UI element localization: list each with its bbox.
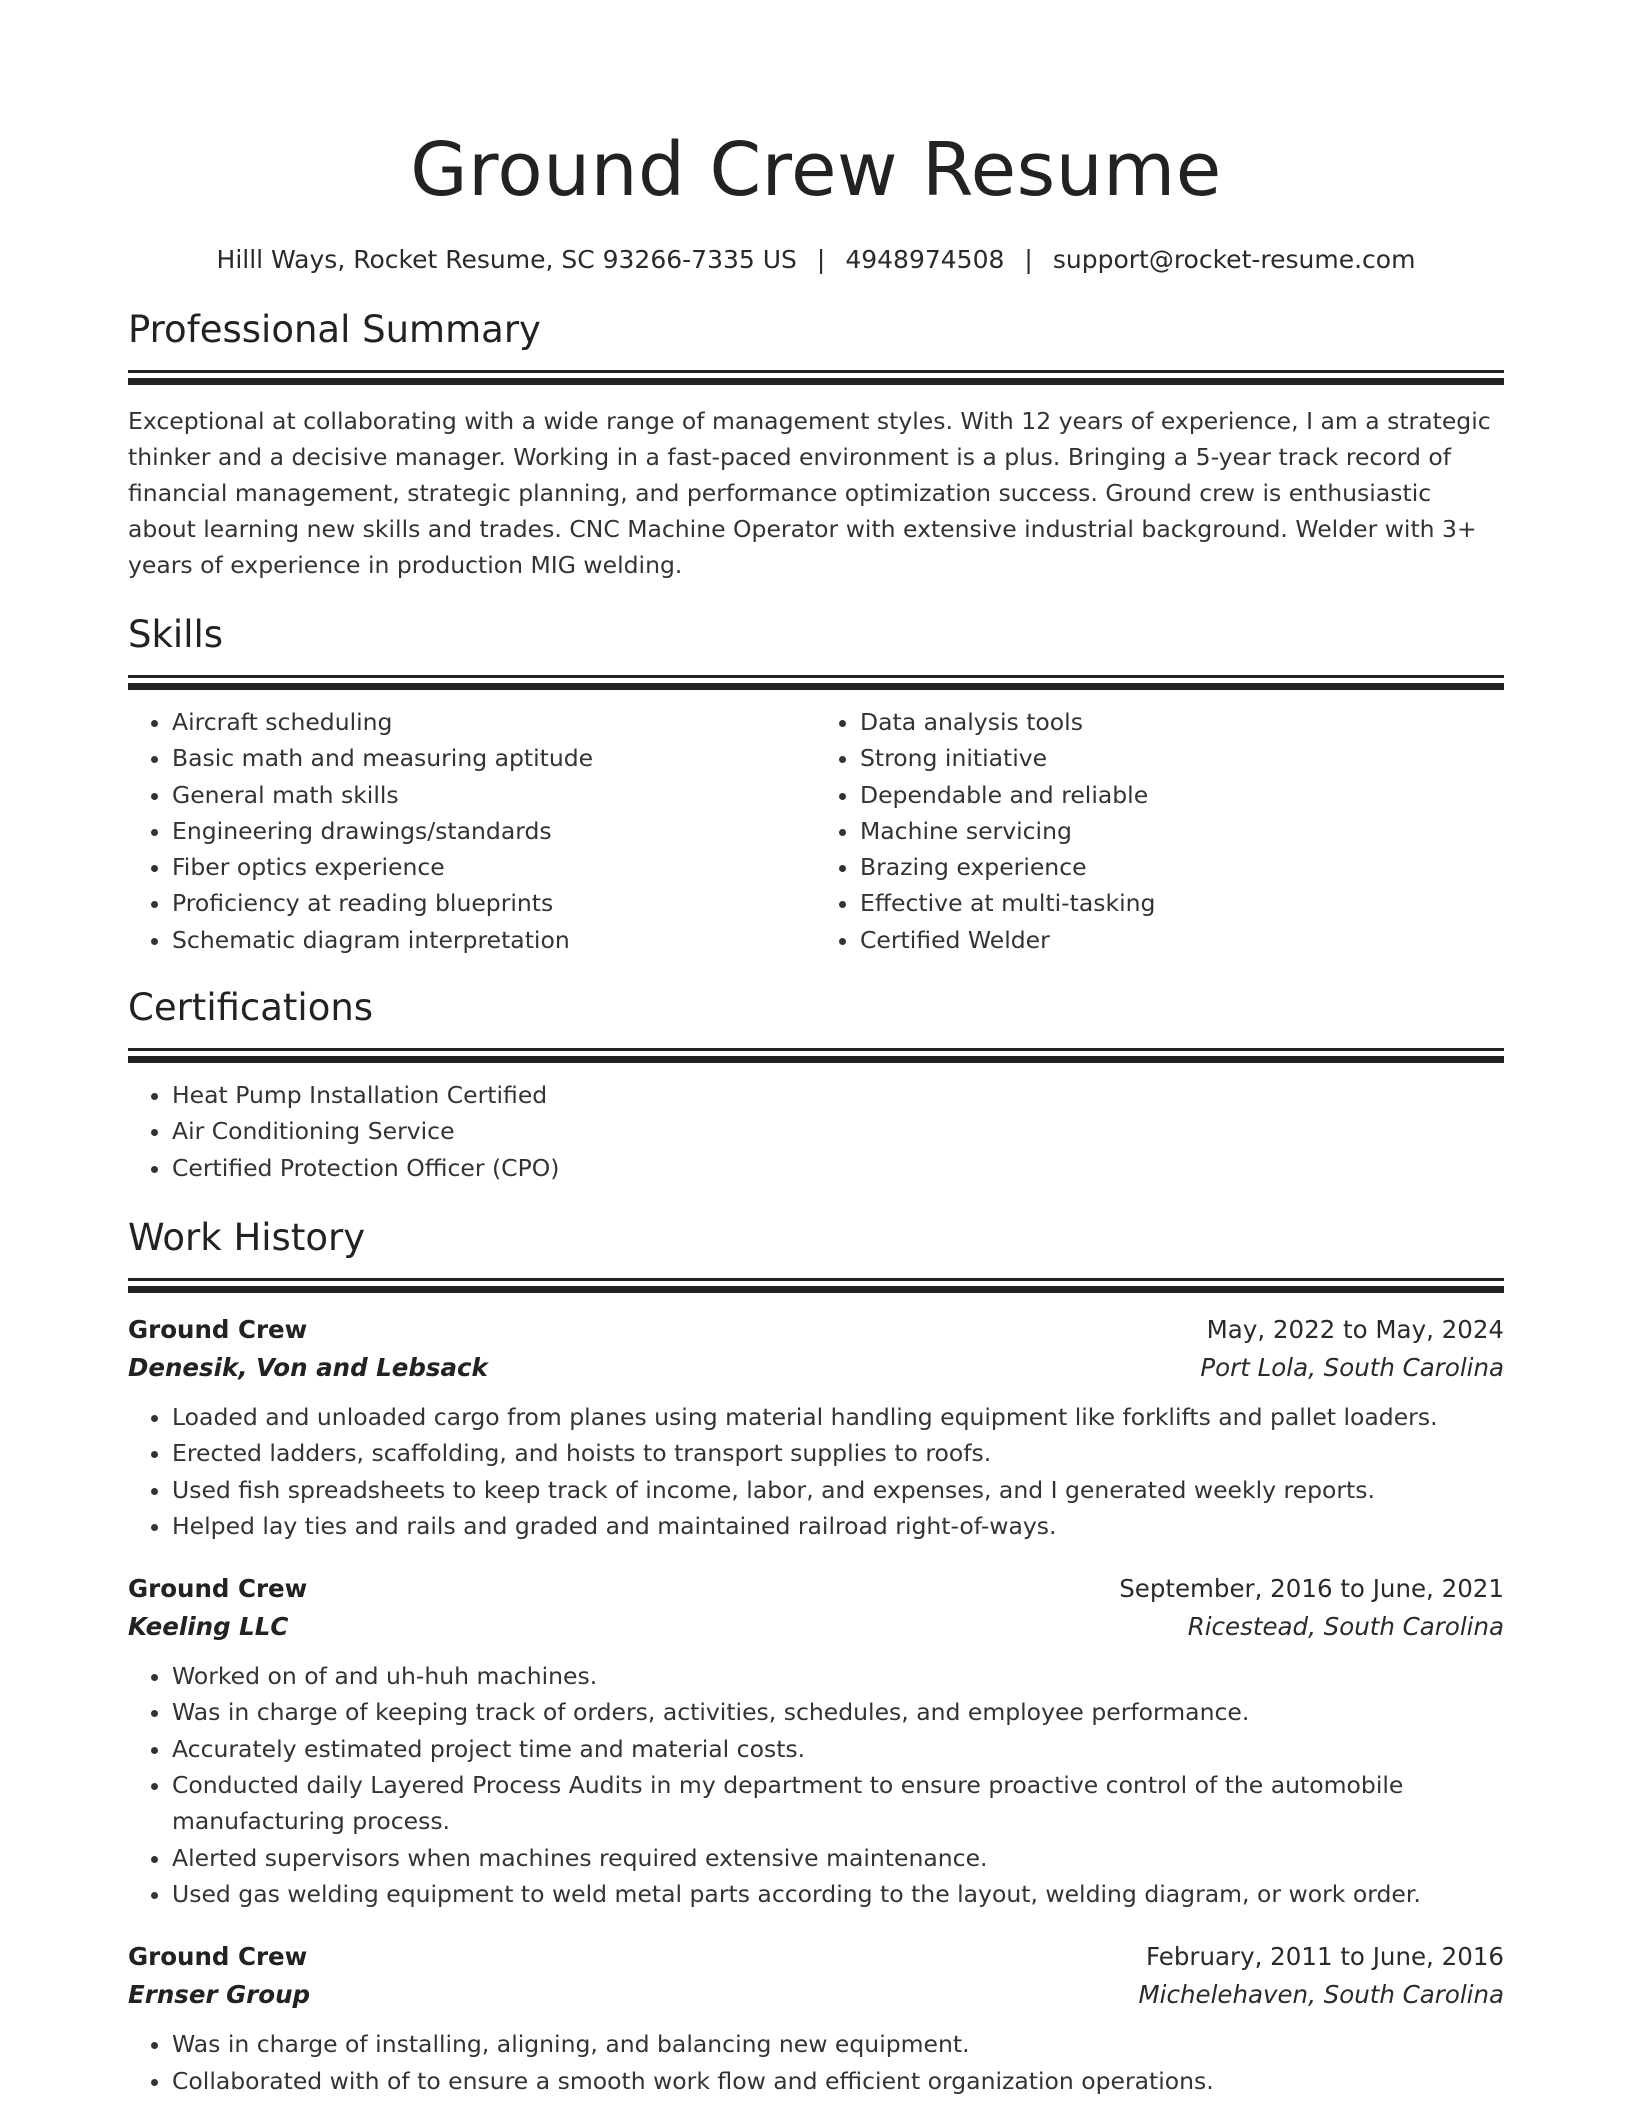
job-duty: • Collaborated with of to ensure a smooth work flow and efficient organization operations. <box>172 2063 1504 2099</box>
job-duty: • Erected ladders, scaffolding, and hoists to transport supplies to roofs. <box>172 1435 1504 1471</box>
page-title: Ground Crew Resume <box>410 127 1222 213</box>
skill-item: • Proficiency at reading blueprints <box>172 885 816 921</box>
job-company: Ernser Group <box>128 1980 311 2010</box>
job-entry <box>128 1570 1504 1912</box>
resume-page <box>128 0 1504 2099</box>
contact-separator: | <box>816 245 826 274</box>
certifications-heading: Certifications <box>128 986 374 1030</box>
skills-section <box>128 611 1504 958</box>
certifications-list <box>128 1077 1504 1186</box>
summary-section <box>128 306 1504 583</box>
job-duty: • Used fish spreadsheets to keep track of income, labor, and expenses, and I generated weekly reports. <box>172 1472 1504 1508</box>
contact-phone: 4948974508 <box>845 245 1005 274</box>
certifications-section <box>128 984 1504 1186</box>
job-location: Port Lola, South Carolina <box>1200 1352 1504 1382</box>
job-company: Denesik, Von and Lebsack <box>128 1352 488 1382</box>
job-dates: May, 2022 to May, 2024 <box>1206 1314 1504 1344</box>
job-company: Keeling LLC <box>128 1612 289 1642</box>
contact-address: Hilll Ways, Rocket Resume, SC 93266-7335 US <box>216 245 797 274</box>
section-divider <box>128 370 1504 373</box>
skill-item: • Strong initiative <box>860 740 1504 776</box>
job-duty: • Worked on of and uh-huh machines. <box>172 1658 1504 1694</box>
section-divider-thick <box>128 378 1504 385</box>
skill-item: • Schematic diagram interpretation <box>172 922 816 958</box>
job-entry <box>128 1938 1504 2099</box>
job-header <box>128 1311 1504 1349</box>
skill-item: • Basic math and measuring aptitude <box>172 740 816 776</box>
summary-text: Exceptional at collaborating with a wide range of management styles. With 12 years of experience, I am a strategic thinker and a decisive manager. Working in a fast-paced environment is a plus. Bringing a 5-year track record of financial management, strategic planning, and performance optimization success. Ground crew is enthusiastic about learning new skills and trades. CNC Machine Operator with extensive industrial background. Welder with 3+ years of experience in production MIG welding. <box>128 407 1491 579</box>
job-title: Ground Crew <box>128 1942 308 1972</box>
job-dates: September, 2016 to June, 2021 <box>1119 1574 1504 1604</box>
job-duties <box>128 1399 1504 1544</box>
job-subheader <box>128 1608 1504 1646</box>
skill-item: • General math skills <box>172 777 816 813</box>
work-history-heading: Work History <box>128 1215 366 1259</box>
job-header <box>128 1570 1504 1608</box>
job-title: Ground Crew <box>128 1314 308 1344</box>
section-divider <box>128 675 1504 678</box>
contact-line <box>128 242 1504 278</box>
certification-item: • Certified Protection Officer (CPO) <box>172 1150 1504 1186</box>
job-location: Ricestead, South Carolina <box>1187 1612 1504 1642</box>
skill-item: • Machine servicing <box>860 813 1504 849</box>
job-duty: • Helped lay ties and rails and graded and maintained railroad right-of-ways. <box>172 1508 1504 1544</box>
skill-item: • Fiber optics experience <box>172 849 816 885</box>
job-duty: • Was in charge of keeping track of orders, activities, schedules, and employee performance. <box>172 1694 1504 1730</box>
skill-item: • Aircraft scheduling <box>172 704 816 740</box>
skill-item: • Effective at multi-tasking <box>860 885 1504 921</box>
skills-heading: Skills <box>128 613 224 656</box>
job-duty: • Used gas welding equipment to weld metal parts according to the layout, welding diagram, or work order. <box>172 1876 1504 1912</box>
job-duties <box>128 2026 1504 2099</box>
skill-item: • Brazing experience <box>860 849 1504 885</box>
job-duty: • Accurately estimated project time and material costs. <box>172 1731 1504 1767</box>
skills-grid <box>128 690 1504 958</box>
contact-separator: | <box>1024 245 1033 274</box>
job-duties <box>128 1658 1504 1912</box>
job-header <box>128 1938 1504 1976</box>
job-duty: • Loaded and unloaded cargo from planes using material handling equipment like forklifts and pallet loaders. <box>172 1399 1504 1435</box>
skill-item: • Certified Welder <box>860 922 1504 958</box>
job-duty: • Conducted daily Layered Process Audits in my department to ensure proactive control of the automobile manufacturing process. <box>172 1767 1504 1840</box>
section-divider <box>128 1278 1504 1281</box>
section-divider-thick <box>128 1056 1504 1063</box>
job-subheader <box>128 1349 1504 1387</box>
job-duty: • Was in charge of installing, aligning, and balancing new equipment. <box>172 2026 1504 2062</box>
job-subheader <box>128 1976 1504 2014</box>
section-divider-thick <box>128 683 1504 690</box>
job-entry <box>128 1311 1504 1544</box>
contact-email: support@rocket-resume.com <box>1052 245 1416 274</box>
skills-list-right <box>816 704 1504 958</box>
certification-item: • Heat Pump Installation Certified <box>172 1077 1504 1113</box>
skill-item: • Data analysis tools <box>860 704 1504 740</box>
skill-item: • Dependable and reliable <box>860 777 1504 813</box>
work-history-section <box>128 1214 1504 2099</box>
job-duty: • Alerted supervisors when machines required extensive maintenance. <box>172 1840 1504 1876</box>
skill-item: • Engineering drawings/standards <box>172 813 816 849</box>
certification-item: • Air Conditioning Service <box>172 1113 1504 1149</box>
skills-list-left <box>128 704 816 958</box>
section-divider <box>128 1048 1504 1051</box>
job-title: Ground Crew <box>128 1574 308 1604</box>
section-divider-thick <box>128 1286 1504 1293</box>
summary-heading: Professional Summary <box>128 308 541 351</box>
job-dates: February, 2011 to June, 2016 <box>1146 1942 1504 1972</box>
job-location: Michelehaven, South Carolina <box>1138 1980 1504 2010</box>
